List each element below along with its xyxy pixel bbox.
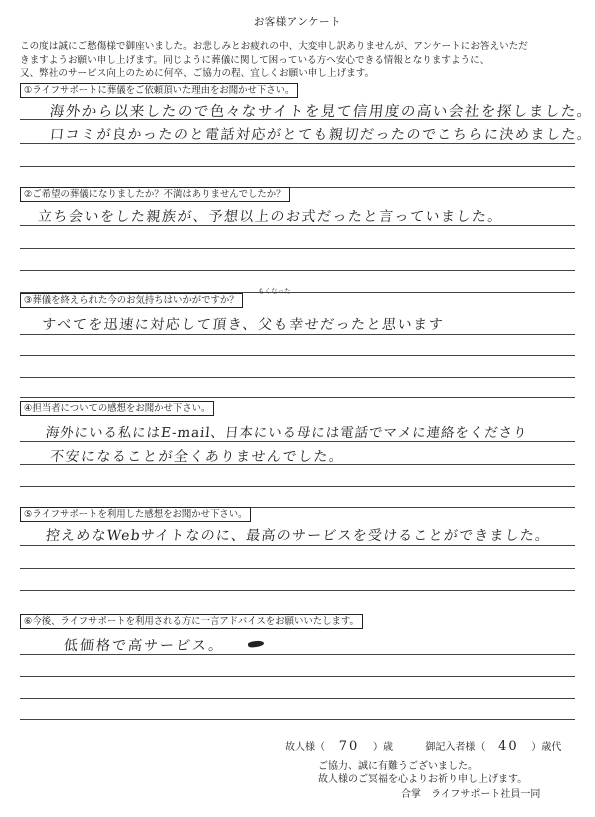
answer-line	[20, 248, 575, 249]
answer-line	[20, 143, 575, 144]
answer-4-line-2: 不安になることが全くありませんでした。	[49, 449, 346, 465]
answer-line	[20, 377, 575, 378]
answer-line	[20, 654, 575, 655]
answer-6-line-1: 低価格で高サービス。	[63, 638, 226, 654]
question-3-label: ③葬儀を終えられた今のお気持ちはいかがですか？	[20, 293, 243, 308]
thanks-text: ご協力、誠に有難うございました。	[318, 761, 478, 772]
answer-4-line-1: 海外にいる私にはE-mail、日本にいる母には電話でマメに連絡をくださり	[44, 425, 529, 441]
answer-line	[20, 355, 575, 356]
answer-3-ruby: もくなった	[258, 287, 291, 295]
intro-line: きますようお願い申し上げます。同じように葬儀に関して困っている方へ安心できる情報となりますように、	[20, 54, 490, 66]
signature-text: 合掌 ライフサポート社員一同	[401, 789, 541, 800]
question-1-label: ①ライフサポートに葬儀をご依頼頂いた理由をお聞かせ下さい。	[20, 83, 298, 98]
answer-2-line-1: 立ち会いをした親族が、予想以上のお式だったと言っていました。	[37, 209, 504, 225]
intro-paragraph	[20, 40, 580, 81]
question-2-label: ②ご希望の葬儀になりましたか？不満はありませんでしたか？	[20, 187, 290, 202]
answer-line	[20, 590, 575, 591]
answer-line	[20, 486, 575, 487]
answer-line	[20, 545, 575, 546]
answer-1-line-1: 海外から以来したので色々なサイトを見て信用度の高い会社を探しました。	[49, 104, 594, 120]
answer-1-line-2: 口コミが良かったのと電話対応がとても親切だったのでこちらに決めました。	[49, 127, 594, 143]
answer-line	[20, 334, 575, 335]
respondent-age-value: 40	[498, 739, 519, 754]
question-6-label: ⑥今後、ライフサポートを利用される方に一言アドバイスをお願いいたします。	[20, 614, 363, 629]
answer-line	[20, 698, 575, 699]
page-title: お客様アンケート	[253, 16, 342, 28]
answer-line	[20, 166, 575, 167]
answer-line	[20, 719, 575, 720]
age-row	[285, 738, 561, 754]
scribble-mark	[248, 640, 265, 648]
question-4-label: ④担当者についての感想をお聞かせ下さい。	[20, 401, 214, 416]
deceased-age-suffix: ）歳	[373, 742, 393, 753]
question-5-label: ⑤ライフサポートを利用した感想をお聞かせ下さい。	[20, 507, 251, 522]
answer-5-line-1: 控えめなWebサイトなのに、最高のサービスを受けることができました。	[45, 528, 552, 544]
answer-line	[20, 676, 575, 677]
respondent-age-suffix: ）歳代	[531, 742, 562, 753]
answer-line	[20, 441, 575, 442]
answer-line	[20, 397, 575, 398]
prayer-text: 故人様のご冥福を心よりお祈り申し上げます。	[318, 774, 528, 785]
answer-line	[20, 464, 575, 465]
respondent-age-label: 御記入者様（	[425, 742, 486, 753]
answer-line	[20, 119, 575, 120]
answer-line	[20, 568, 575, 569]
answer-line	[20, 225, 575, 226]
deceased-age-label: 故人様（	[285, 742, 325, 753]
intro-line: この度は誠にご愁傷様で御座いました。お悲しみとお疲れの中、大変申し訳ありませんが、アンケートにお答えいただ	[20, 41, 528, 52]
deceased-age-value: 70	[338, 739, 360, 754]
answer-line	[20, 270, 575, 271]
intro-line: 又、弊社のサービス向上のために何卒、ご協力の程、宜しくお願い申し上げます。	[20, 68, 375, 79]
answer-3-line-1: すべてを迅速に対応して頂き、父も幸せだったと思います	[41, 317, 445, 333]
